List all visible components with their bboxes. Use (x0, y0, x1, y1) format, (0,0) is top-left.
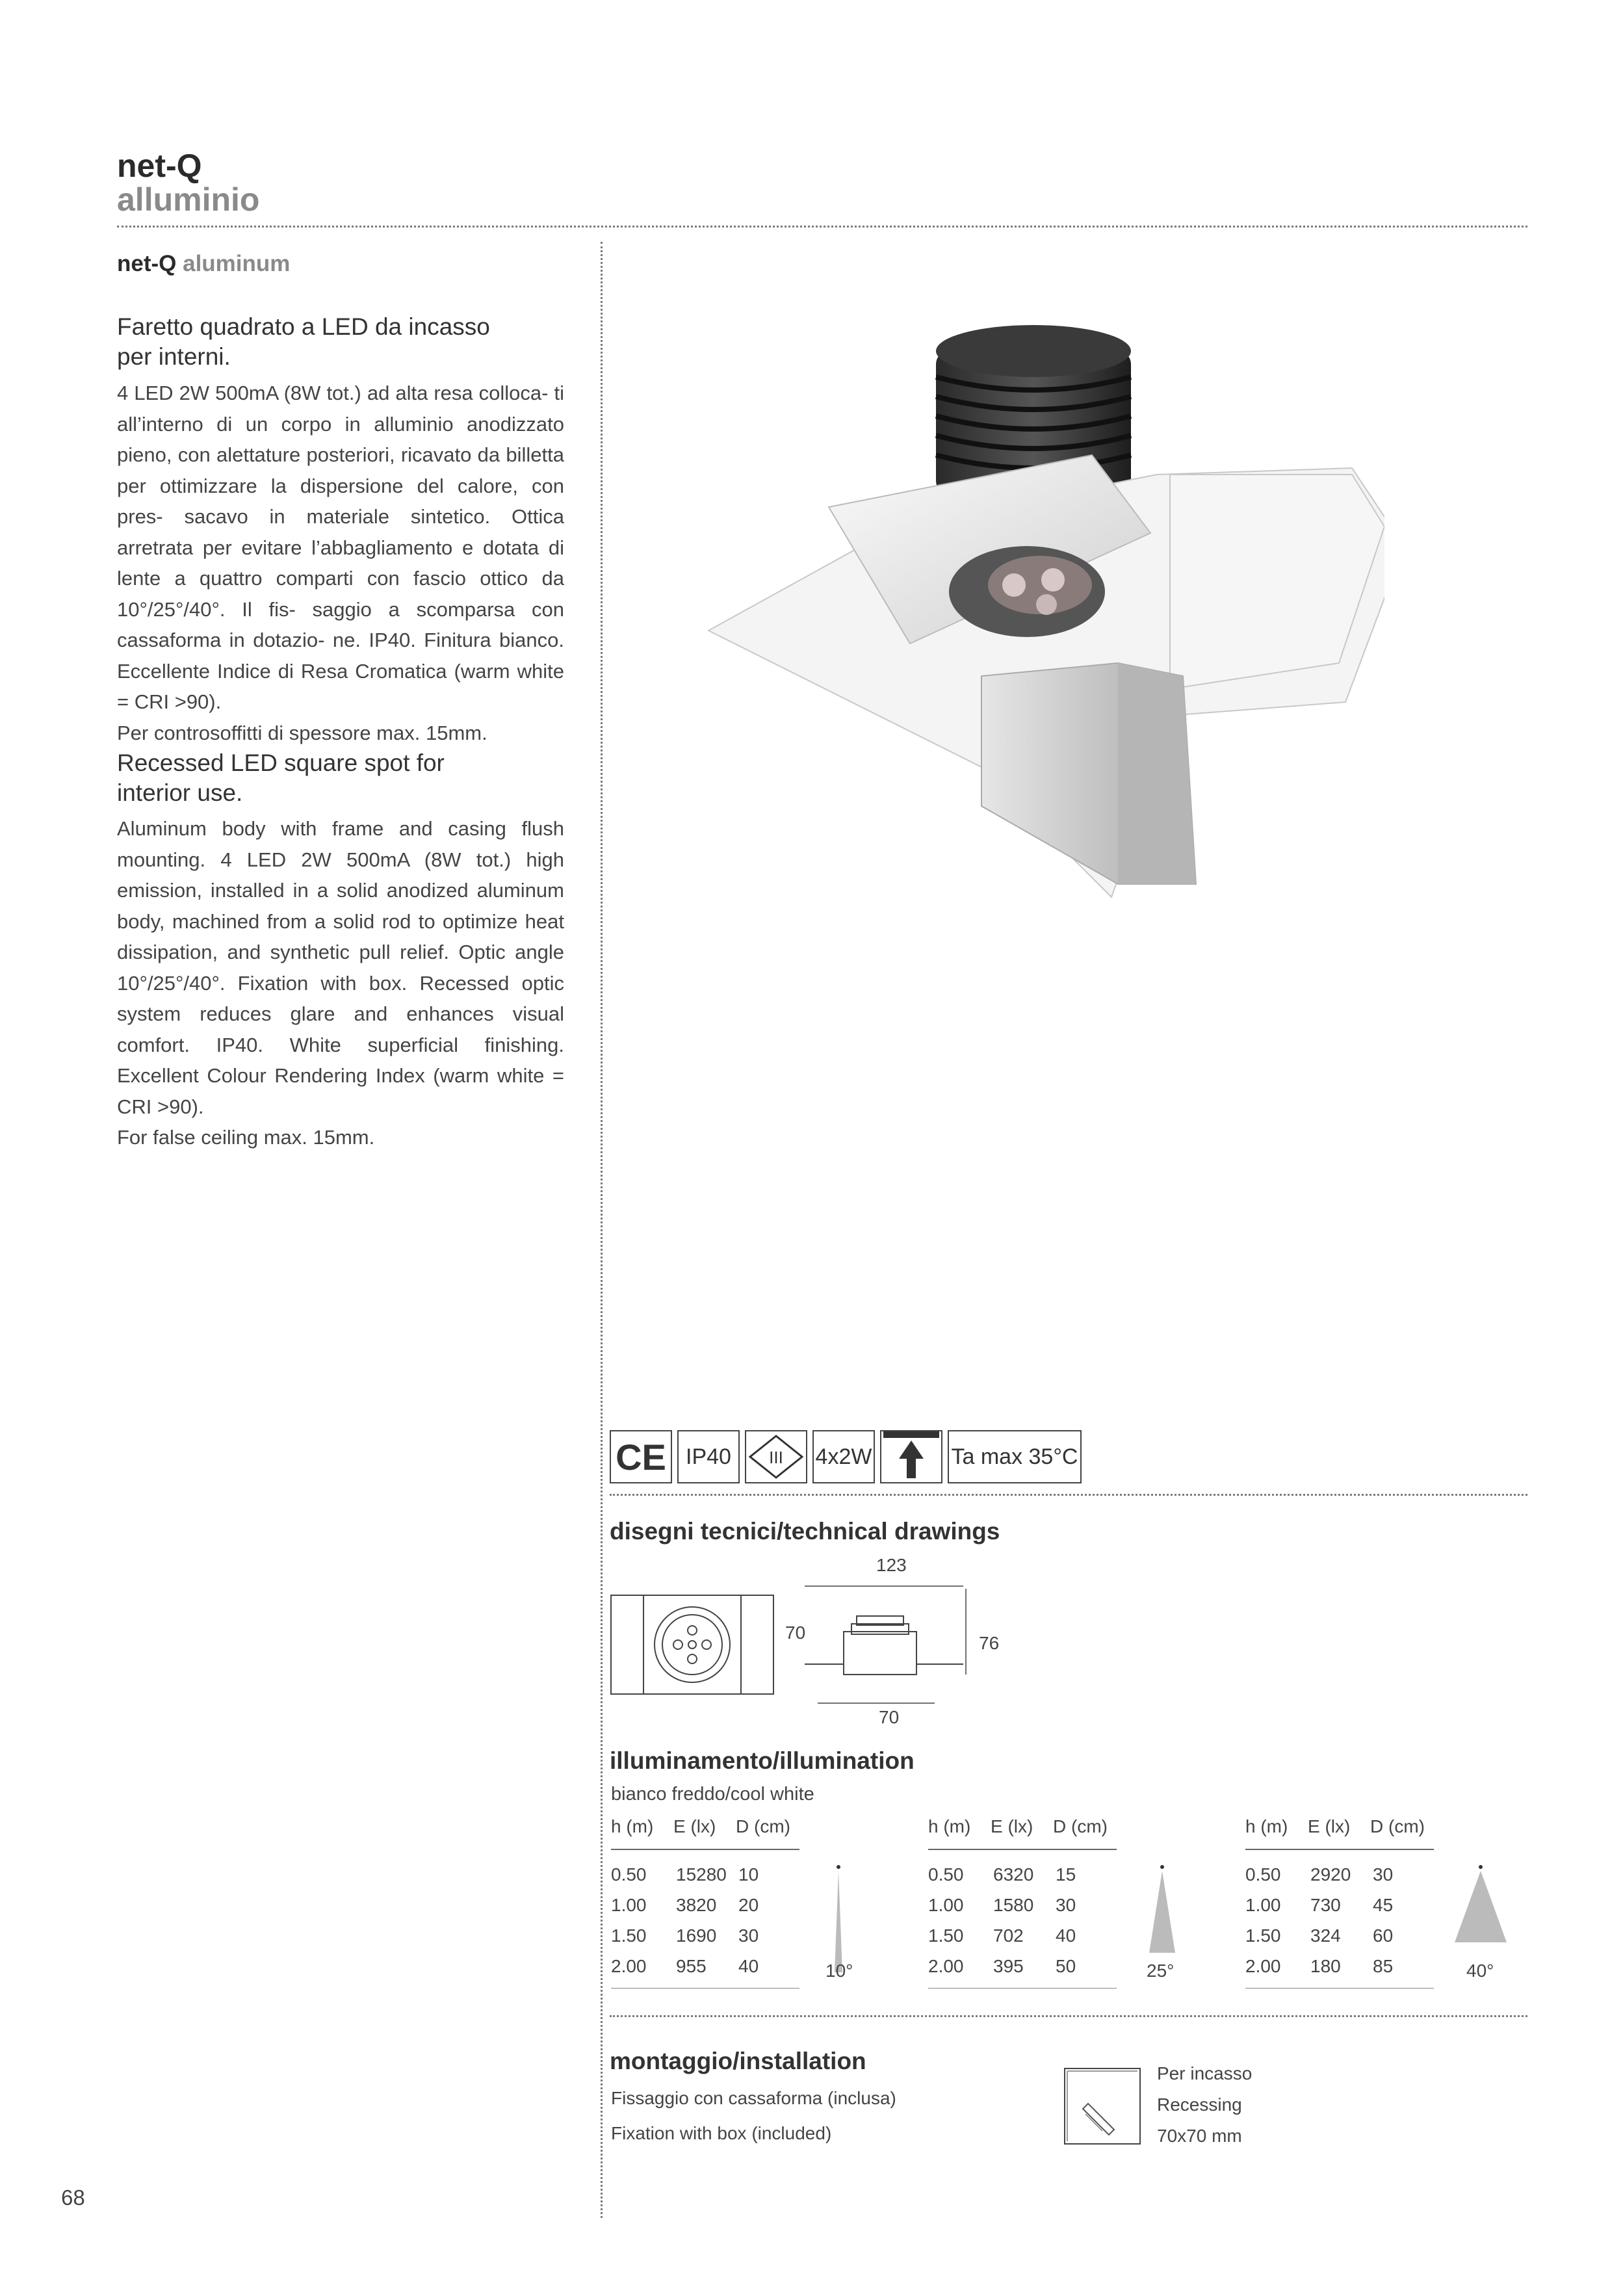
cell-h: 1.50 (611, 1925, 647, 1946)
header-e: E (lx) (673, 1816, 716, 1836)
drawings-title: disegni tecnici/technical drawings (610, 1518, 1000, 1545)
illumination-table-10 (611, 1816, 923, 2005)
power-label: 4x2W (815, 1444, 872, 1469)
english-body: Aluminum body with frame and casing flush mounting. 4 LED 2W 500mA (8W tot.) high emission, installed in a solid anodized aluminum body, machined from a solid rod to optimize heat dissipation, and synthetic pull relief. Optic angle 10°/25°/40°. Fixation with box. Recessed optic system reduces glare and enhances visual comfort. IP40. White superficial finishing. Excellent Colour Rendering Index (warm white = CRI >90). (117, 817, 564, 1118)
beam-angle-25: 25° (1147, 1961, 1175, 1981)
table-header-rule (928, 1849, 1117, 1850)
class-iii-icon (745, 1430, 807, 1483)
cell-e: 730 (1310, 1895, 1341, 1915)
italian-description (117, 378, 564, 748)
table-row (611, 1895, 759, 1916)
table-row (1245, 1925, 1394, 1946)
subtitle-name: net-Q (117, 251, 177, 276)
cell-h: 2.00 (928, 1956, 964, 1976)
recess-label-en: Recessing (1157, 2094, 1242, 2115)
english-heading-line2: interior use. (117, 779, 243, 806)
table-row (1245, 1956, 1394, 1977)
table-row (611, 1956, 759, 1977)
table-row (611, 1864, 759, 1885)
cell-e: 2920 (1310, 1864, 1351, 1885)
installation-line-it: Fissaggio con cassaforma (inclusa) (611, 2088, 896, 2108)
cell-e: 180 (1310, 1956, 1341, 1976)
cert-divider (610, 1494, 1527, 1496)
column-divider (601, 242, 603, 2218)
dim-height-left: 70 (785, 1623, 806, 1643)
english-heading (117, 748, 572, 808)
installation-title: montaggio/installation (610, 2048, 866, 2074)
dim-width: 123 (876, 1555, 907, 1575)
english-body-last: For false ceiling max. 15mm. (117, 1126, 375, 1149)
header-h: h (m) (611, 1816, 654, 1836)
cell-e: 1690 (676, 1925, 717, 1946)
cell-h: 2.00 (1245, 1956, 1281, 1976)
table-row (1245, 1895, 1394, 1916)
installation-line-en: Fixation with box (included) (611, 2123, 832, 2143)
cell-e: 395 (993, 1956, 1024, 1976)
dim-height-right: 76 (979, 1633, 1000, 1653)
product-material: alluminio (117, 181, 260, 218)
power-rating (812, 1430, 875, 1483)
cell-d: 20 (738, 1895, 759, 1915)
class-iii-diamond-icon (748, 1434, 804, 1480)
product-subtitle (117, 251, 290, 277)
recess-label-it: Per incasso (1157, 2063, 1253, 2083)
illumination-table-40 (1245, 1816, 1557, 2005)
cell-h: 1.00 (611, 1895, 647, 1915)
cell-e: 15280 (676, 1864, 727, 1885)
cell-h: 0.50 (1245, 1864, 1281, 1885)
cell-d: 10 (738, 1864, 759, 1885)
table-header-rule (611, 1849, 799, 1850)
table-footer-rule (611, 1988, 799, 1989)
table-row (928, 1895, 1076, 1916)
italian-heading-line2: per interni. (117, 343, 231, 370)
header-d: D (cm) (1370, 1816, 1425, 1836)
product-title: net-Q (117, 148, 202, 184)
english-heading-line1: Recessed LED square spot for (117, 750, 445, 776)
cell-d: 40 (1056, 1925, 1076, 1946)
cell-d: 30 (1373, 1864, 1394, 1885)
header-h: h (m) (1245, 1816, 1288, 1836)
italian-heading-line1: Faretto quadrato a LED da incasso (117, 313, 490, 340)
cell-h: 0.50 (611, 1864, 647, 1885)
italian-body-last: Per controsoffitti di spessore max. 15mm. (117, 721, 487, 744)
ce-mark (610, 1430, 672, 1483)
table-row (928, 1864, 1076, 1885)
illumination-table-25 (928, 1816, 1240, 2005)
cell-e: 955 (676, 1956, 707, 1976)
beam-angle-10: 10° (825, 1961, 853, 1981)
cell-e: 3820 (676, 1895, 717, 1915)
cell-h: 1.50 (928, 1925, 964, 1946)
cell-d: 85 (1373, 1956, 1394, 1976)
cell-e: 6320 (993, 1864, 1034, 1885)
recessed-arrow-icon (883, 1431, 939, 1482)
subtitle-material: aluminum (176, 251, 291, 276)
temperature-label: Ta max 35°C (951, 1444, 1078, 1469)
illumination-divider (610, 2015, 1527, 2017)
table-row (1245, 1864, 1394, 1885)
temperature-rating (948, 1430, 1082, 1483)
cell-d: 15 (1056, 1864, 1076, 1885)
cell-h: 2.00 (611, 1956, 647, 1976)
ce-mark-label: CE (616, 1436, 666, 1478)
beam-angle-40: 40° (1466, 1961, 1494, 1981)
header-e: E (lx) (991, 1816, 1033, 1836)
ceiling-mount-icon (880, 1430, 942, 1483)
cell-h: 0.50 (928, 1864, 964, 1885)
table-row (611, 1925, 759, 1946)
side-view-drawing (805, 1586, 966, 1703)
cell-d: 30 (738, 1925, 759, 1946)
cell-d: 30 (1056, 1895, 1076, 1915)
header-h: h (m) (928, 1816, 971, 1836)
cell-e: 1580 (993, 1895, 1034, 1915)
recessing-icon (1063, 2067, 1141, 2145)
illumination-subtitle: bianco freddo/cool white (611, 1784, 814, 1805)
ip-rating (677, 1430, 740, 1483)
illumination-title: illuminamento/illumination (610, 1747, 915, 1774)
italian-heading (117, 312, 572, 372)
ip-rating-label: IP40 (686, 1444, 731, 1469)
cell-d: 50 (1056, 1956, 1076, 1976)
italian-body: 4 LED 2W 500mA (8W tot.) ad alta resa colloca- ti all’interno di un corpo in alluminio anodizzato pieno, con alettature posteriori, ricavato da billetta per ottimizzare la dispersione del calore, con pres- sacavo in materiale sintetico. Ottica arretrata per evitare l’abbagliamento e dotata di lente a quattro comparti con fascio ottico da 10°/25°/40°. Il fis- saggio a scomparsa con cassaforma in dotazio- ne. IP40. Finitura bianco. Eccellente Indice di Resa Cromatica (warm white = CRI >90). (117, 382, 564, 713)
cell-h: 1.50 (1245, 1925, 1281, 1946)
header-d: D (cm) (736, 1816, 790, 1836)
class-iii-label: III (769, 1448, 783, 1467)
cell-e: 702 (993, 1925, 1024, 1946)
product-photo (702, 312, 1384, 936)
cell-h: 1.00 (1245, 1895, 1281, 1915)
cell-d: 40 (738, 1956, 759, 1976)
cell-e: 324 (1310, 1925, 1341, 1946)
table-footer-rule (928, 1988, 1117, 1989)
cell-d: 45 (1373, 1895, 1394, 1915)
recess-size: 70x70 mm (1157, 2126, 1242, 2146)
table-row (928, 1925, 1076, 1946)
dim-bottom: 70 (879, 1707, 900, 1727)
front-view-drawing (611, 1595, 773, 1694)
english-description (117, 813, 564, 1153)
table-footer-rule (1245, 1988, 1434, 1989)
page-number: 68 (61, 2185, 85, 2210)
cell-h: 1.00 (928, 1895, 964, 1915)
table-header-rule (1245, 1849, 1434, 1850)
title-divider (117, 226, 1527, 228)
lens (949, 546, 1105, 637)
header-d: D (cm) (1053, 1816, 1108, 1836)
table-row (928, 1956, 1076, 1977)
header-e: E (lx) (1308, 1816, 1351, 1836)
cell-d: 60 (1373, 1925, 1394, 1946)
